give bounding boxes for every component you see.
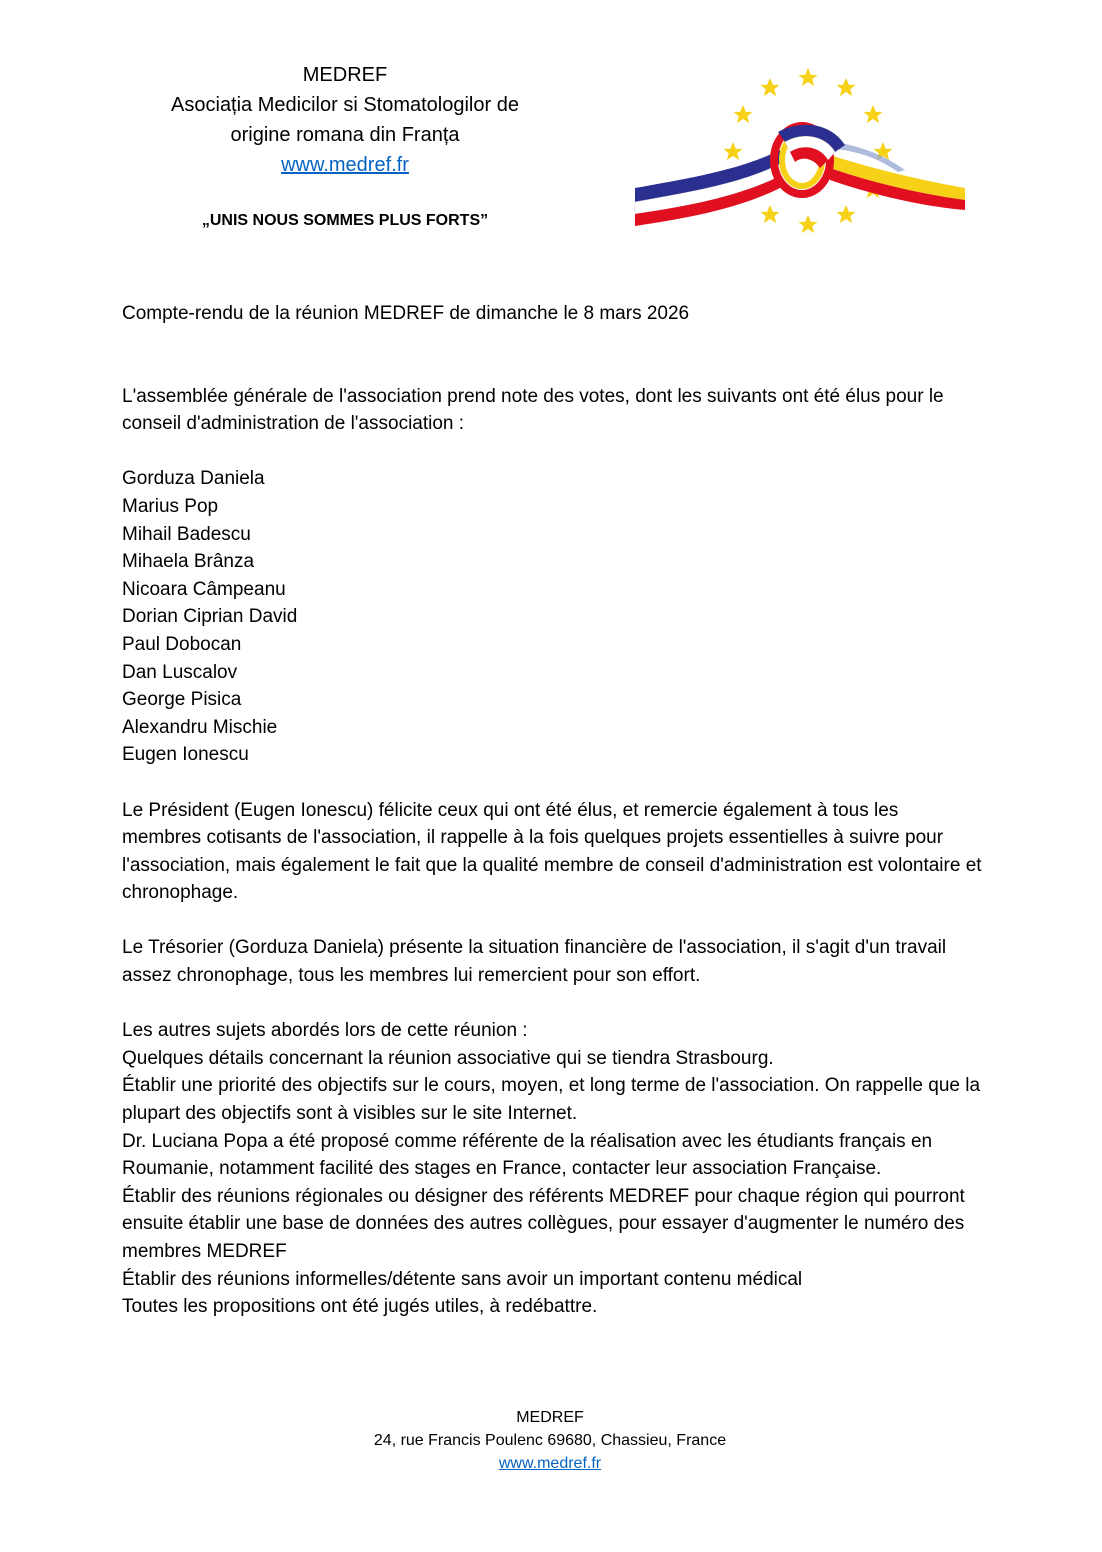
member-item: George Pisica (122, 689, 242, 711)
topic-item: Quelques détails concernant la réunion associative qui se tiendra Strasbourg. (122, 1047, 774, 1069)
footer-org-name: MEDREF (516, 1409, 584, 1426)
letterhead (130, 60, 560, 180)
org-full-name-line1: Asociația Medicilor si Stomatologilor de (171, 94, 519, 116)
footer-address: 24, rue Francis Poulenc 69680, Chassieu, France (373, 1432, 727, 1449)
footer-website-link[interactable]: www.medref.fr (498, 1455, 602, 1472)
member-item: Gorduza Daniela (122, 468, 265, 490)
member-item: Marius Pop (122, 495, 219, 517)
footer (300, 1406, 800, 1475)
elected-members-list (122, 465, 982, 769)
member-item: Dan Luscalov (122, 661, 238, 683)
treasurer-paragraph: Le Trésorier (Gorduza Daniela) présente la situation financière de l'association, il s'agit d'un travail assez chronophage, tous les membres lui remercient pour son effort. (122, 937, 947, 987)
member-item: Nicoara Câmpeanu (122, 578, 286, 600)
header-website-link[interactable]: www.medref.fr (281, 154, 409, 176)
member-item: Mihail Badescu (122, 523, 251, 545)
org-name: MEDREF (302, 64, 388, 86)
topic-item: Dr. Luciana Popa a été proposé comme référente de la réalisation avec les étudiants français en Roumanie, notamment facilité des stages en France, contacter leur association Française. (122, 1130, 933, 1180)
report-body (122, 300, 982, 1321)
motto: „UNIS NOUS SOMMES PLUS FORTS” (201, 212, 489, 229)
intro-paragraph: L'assemblée générale de l'association prend note des votes, dont les suivants ont été élus pour le conseil d'administration de l'association : (122, 385, 944, 435)
member-item: Mihaela Brânza (122, 551, 255, 573)
other-topics-heading: Les autres sujets abordés lors de cette réunion : (122, 1020, 528, 1042)
topic-item: Toutes les propositions ont été jugés utiles, à redébattre. (122, 1296, 598, 1318)
report-title: Compte-rendu de la réunion MEDREF de dimanche le 8 mars 2026 (122, 303, 690, 324)
eu-ribbon-knot-logo-icon (630, 60, 970, 240)
member-item: Eugen Ionescu (122, 744, 249, 766)
topic-item: Établir une priorité des objectifs sur le cours, moyen, et long terme de l'association. On rappelle que la plupart des objectifs sont à visibles sur le site Internet. (122, 1075, 981, 1125)
president-paragraph: Le Président (Eugen Ionescu) félicite ceux qui ont été élus, et remercie également à tous les membres cotisants de l'association, il rappelle à la fois quelques projets essentielles à suivre pour l'association, mais également le fait que la qualité membre de conseil d'administration est volontaire et chronophage. (122, 799, 982, 904)
org-full-name-line2: origine romana din Franța (230, 124, 460, 146)
member-item: Alexandru Mischie (122, 716, 278, 738)
topic-item: Établir des réunions informelles/détente sans avoir un important contenu médical (122, 1268, 803, 1290)
member-item: Paul Dobocan (122, 633, 242, 655)
member-item: Dorian Ciprian David (122, 606, 298, 628)
topic-item: Établir des réunions régionales ou désigner des référents MEDREF pour chaque région qui pourront ensuite établir une base de données des autres collègues, pour essayer d'augmenter le numéro des membres MEDREF (122, 1185, 965, 1262)
